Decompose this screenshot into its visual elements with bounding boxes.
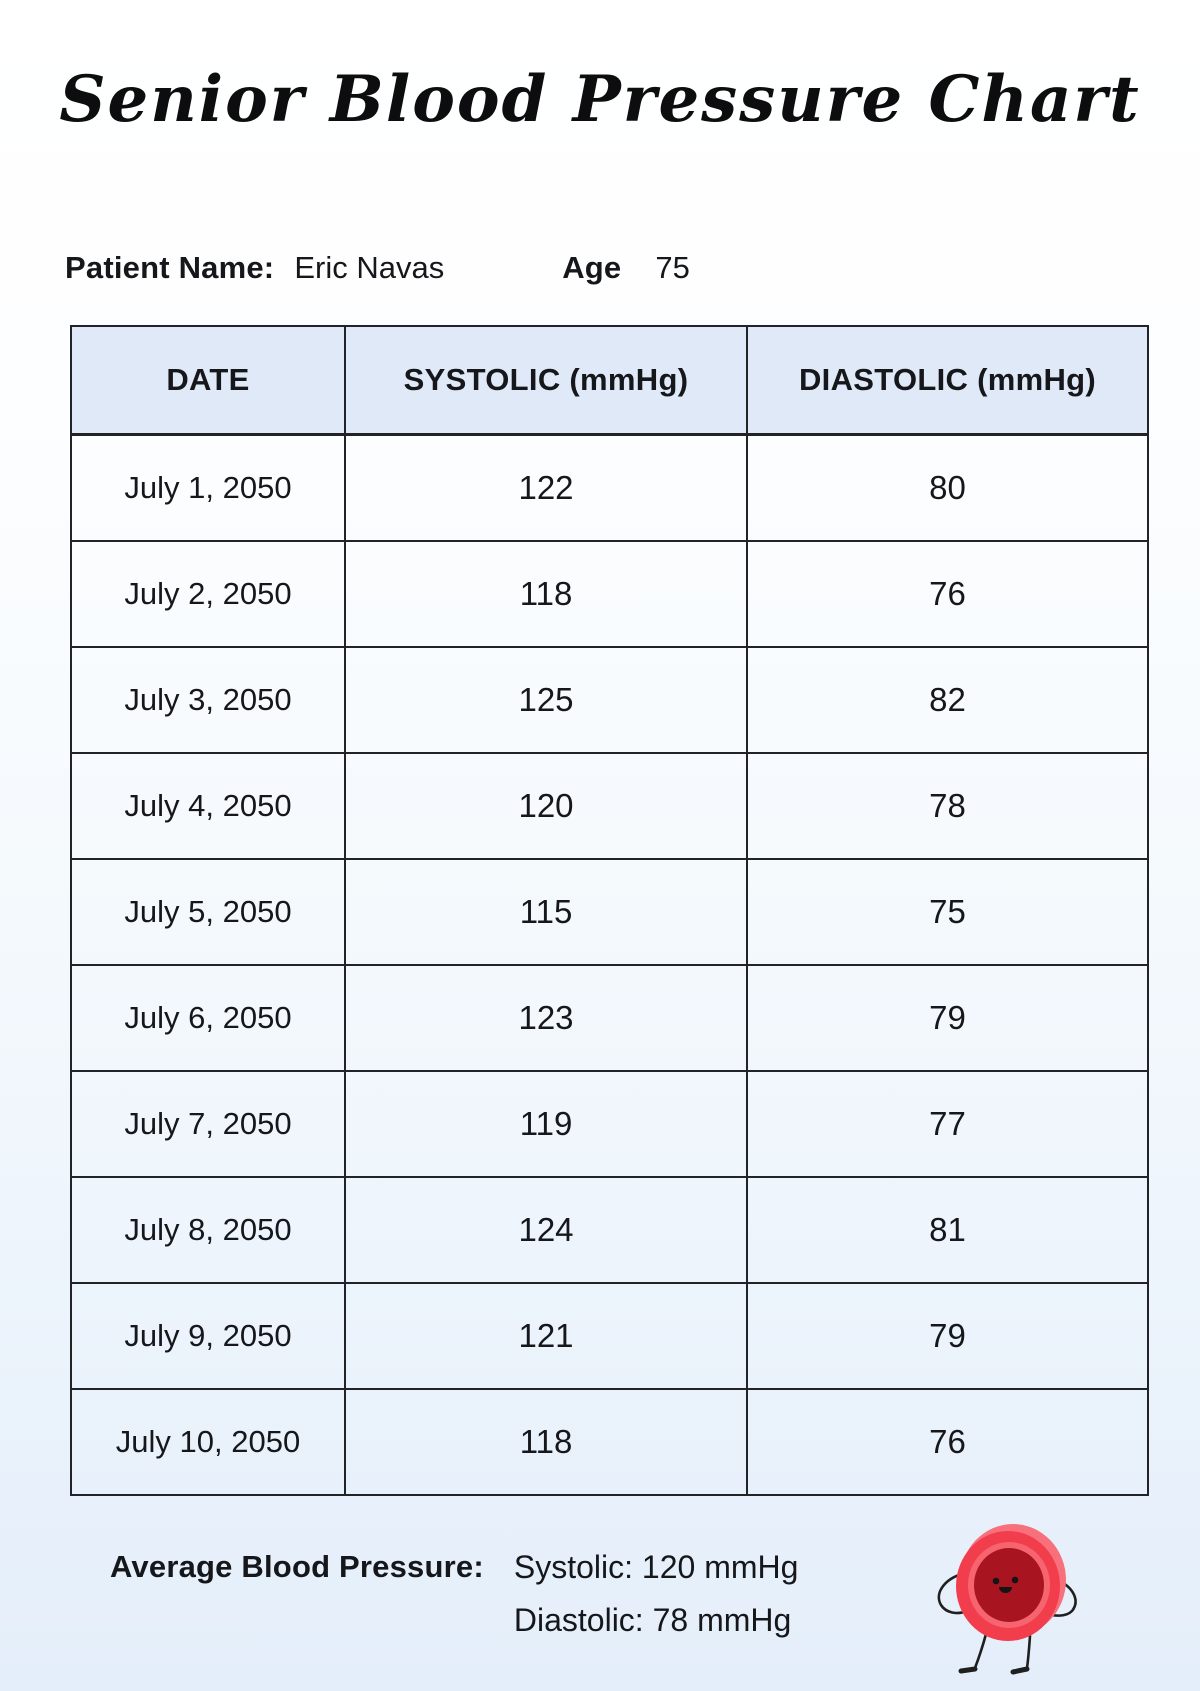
table-row bbox=[71, 1071, 1148, 1177]
value-cell: 76 bbox=[747, 1389, 1148, 1495]
date-cell: July 8, 2050 bbox=[71, 1177, 345, 1283]
age-label: Age bbox=[562, 250, 622, 285]
date-cell: July 3, 2050 bbox=[71, 647, 345, 753]
value-cell: 79 bbox=[747, 965, 1148, 1071]
table-row bbox=[71, 1177, 1148, 1283]
patient-name-value: Eric Navas bbox=[294, 250, 445, 285]
table-row bbox=[71, 965, 1148, 1071]
patient-name-label: Patient Name: bbox=[65, 250, 275, 285]
table-row bbox=[71, 435, 1148, 542]
mascot-left-leg bbox=[975, 1634, 986, 1668]
date-cell: July 10, 2050 bbox=[71, 1389, 345, 1495]
value-cell: 76 bbox=[747, 541, 1148, 647]
average-bp-section bbox=[110, 1541, 798, 1647]
value-cell: 82 bbox=[747, 647, 1148, 753]
value-cell: 78 bbox=[747, 753, 1148, 859]
mascot-left-foot bbox=[961, 1669, 975, 1671]
date-cell: July 7, 2050 bbox=[71, 1071, 345, 1177]
mascot-right-foot bbox=[1013, 1669, 1027, 1672]
date-cell: July 1, 2050 bbox=[71, 435, 345, 542]
average-bp-label: Average Blood Pressure: bbox=[110, 1549, 484, 1584]
page-title: Senior Blood Pressure Chart bbox=[59, 62, 1141, 137]
column-header: DIASTOLIC (mmHg) bbox=[747, 326, 1148, 435]
average-diastolic-value: Diastolic: 78 mmHg bbox=[513, 1602, 792, 1638]
value-cell: 77 bbox=[747, 1071, 1148, 1177]
value-cell: 125 bbox=[345, 647, 747, 753]
value-cell: 121 bbox=[345, 1283, 747, 1389]
table-row bbox=[71, 1283, 1148, 1389]
table-row bbox=[71, 647, 1148, 753]
average-bp-values bbox=[514, 1541, 799, 1647]
value-cell: 119 bbox=[345, 1071, 747, 1177]
table-row bbox=[71, 753, 1148, 859]
column-header: SYSTOLIC (mmHg) bbox=[345, 326, 747, 435]
mascot-right-eye bbox=[1012, 1577, 1019, 1584]
value-cell: 118 bbox=[345, 1389, 747, 1495]
mascot-right-leg bbox=[1027, 1636, 1030, 1668]
value-cell: 124 bbox=[345, 1177, 747, 1283]
date-cell: July 5, 2050 bbox=[71, 859, 345, 965]
bp-table-body bbox=[71, 435, 1148, 1496]
header-row bbox=[71, 326, 1148, 435]
value-cell: 118 bbox=[345, 541, 747, 647]
age-value: 75 bbox=[655, 250, 690, 285]
value-cell: 123 bbox=[345, 965, 747, 1071]
date-cell: July 6, 2050 bbox=[71, 965, 345, 1071]
value-cell: 75 bbox=[747, 859, 1148, 965]
average-systolic-value: Systolic: 120 mmHg bbox=[513, 1549, 799, 1585]
value-cell: 120 bbox=[345, 753, 747, 859]
mascot-body-core bbox=[974, 1548, 1044, 1622]
table-row bbox=[71, 859, 1148, 965]
date-cell: July 4, 2050 bbox=[71, 753, 345, 859]
value-cell: 115 bbox=[345, 859, 747, 965]
red-blood-cell-icon bbox=[925, 1418, 1110, 1691]
bp-table-header bbox=[71, 326, 1148, 435]
date-cell: July 9, 2050 bbox=[71, 1283, 345, 1389]
date-cell: July 2, 2050 bbox=[71, 541, 345, 647]
value-cell: 80 bbox=[747, 435, 1148, 542]
bp-table bbox=[70, 325, 1149, 1496]
column-header: DATE bbox=[71, 326, 345, 435]
table-row bbox=[71, 541, 1148, 647]
mascot-left-eye bbox=[993, 1578, 1000, 1585]
patient-info-row bbox=[65, 248, 1145, 288]
value-cell: 79 bbox=[747, 1283, 1148, 1389]
value-cell: 122 bbox=[345, 435, 747, 542]
value-cell: 81 bbox=[747, 1177, 1148, 1283]
